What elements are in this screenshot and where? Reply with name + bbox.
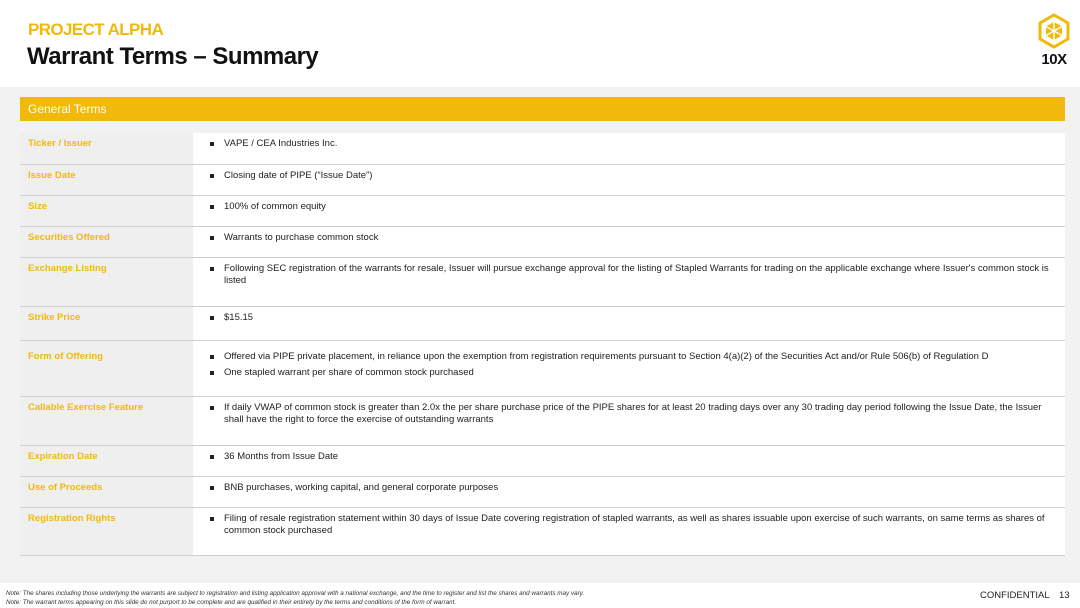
row-label: Exchange Listing	[20, 258, 193, 306]
table-row	[20, 477, 1065, 508]
bullet-item: 100% of common equity	[208, 201, 1061, 213]
table-row	[20, 258, 1065, 307]
page-number: 13	[1059, 590, 1070, 601]
row-content	[193, 165, 1065, 195]
table-row	[20, 133, 1065, 165]
bullet-item: Closing date of PIPE (“Issue Date”)	[208, 170, 1061, 182]
hexagon-logo-icon	[1036, 13, 1072, 49]
row-label: Issue Date	[20, 165, 193, 195]
row-label: Form of Offering	[20, 341, 193, 396]
row-content	[193, 258, 1065, 306]
row-content	[193, 196, 1065, 226]
bullet-item: BNB purchases, working capital, and general corporate purposes	[208, 482, 1061, 494]
row-content	[193, 477, 1065, 507]
page-title: Warrant Terms – Summary	[27, 43, 319, 70]
row-content	[193, 133, 1065, 164]
row-content	[193, 508, 1065, 555]
row-label: Securities Offered	[20, 227, 193, 257]
table-row	[20, 196, 1065, 227]
terms-table	[20, 133, 1065, 556]
row-content	[193, 307, 1065, 340]
bullet-item: Offered via PIPE private placement, in reliance upon the exemption from registration requirements pursuant to Section 4(a)(2) of the Securities Act and/or Rule 506(b) of Regulation D	[208, 351, 1061, 363]
row-content	[193, 446, 1065, 476]
section-header: General Terms	[20, 97, 1065, 121]
table-row	[20, 397, 1065, 446]
footnote: Note: The shares including those underlying the warrants are subject to registration and listing application approval with a national exchange, and the time to register and list the shares and warrants may vary.	[6, 590, 585, 597]
logo-text: 10X	[1041, 51, 1067, 68]
row-label: Callable Exercise Feature	[20, 397, 193, 445]
bullet-item: $15.15	[208, 312, 1061, 324]
row-label: Expiration Date	[20, 446, 193, 476]
row-label: Size	[20, 196, 193, 226]
bullet-item: One stapled warrant per share of common stock purchased	[208, 367, 1061, 379]
bullet-item: Warrants to purchase common stock	[208, 232, 1061, 244]
footnote: Note: The warrant terms appearing on this slide do not purport to be complete and are qualified in their entirety by the terms and conditions of the form of warrant.	[6, 599, 457, 606]
row-content	[193, 227, 1065, 257]
table-row	[20, 227, 1065, 258]
bullet-item: 36 Months from Issue Date	[208, 451, 1061, 463]
footnotes	[6, 589, 584, 607]
project-label: PROJECT ALPHA	[28, 20, 164, 39]
row-label: Strike Price	[20, 307, 193, 340]
bullet-item: Filing of resale registration statement within 30 days of Issue Date covering registration of stapled warrants, as well as shares issuable upon exercise of such warrants, on same terms as shares of common stock purchased	[208, 513, 1061, 537]
confidential-label: CONFIDENTIAL	[980, 590, 1050, 601]
row-label: Registration Rights	[20, 508, 193, 555]
table-row	[20, 165, 1065, 196]
row-content	[193, 341, 1065, 396]
table-row	[20, 341, 1065, 397]
row-label: Ticker / Issuer	[20, 133, 193, 164]
table-row	[20, 307, 1065, 341]
company-logo	[1036, 13, 1072, 71]
bullet-item: VAPE / CEA Industries Inc.	[208, 138, 1061, 150]
row-label: Use of Proceeds	[20, 477, 193, 507]
row-content	[193, 397, 1065, 445]
bullet-item: If daily VWAP of common stock is greater than 2.0x the per share purchase price of the PIPE shares for at least 20 trading days over any 30 trading day period following the Issue Date, the Issuer shall have the right to force the exercise of outstanding warrants	[208, 402, 1061, 426]
table-row	[20, 508, 1065, 556]
table-row	[20, 446, 1065, 477]
bullet-item: Following SEC registration of the warrants for resale, Issuer will pursue exchange approval for the listing of Stapled Warrants for trading on the applicable exchange where Issuer's common stock is listed	[208, 263, 1061, 287]
